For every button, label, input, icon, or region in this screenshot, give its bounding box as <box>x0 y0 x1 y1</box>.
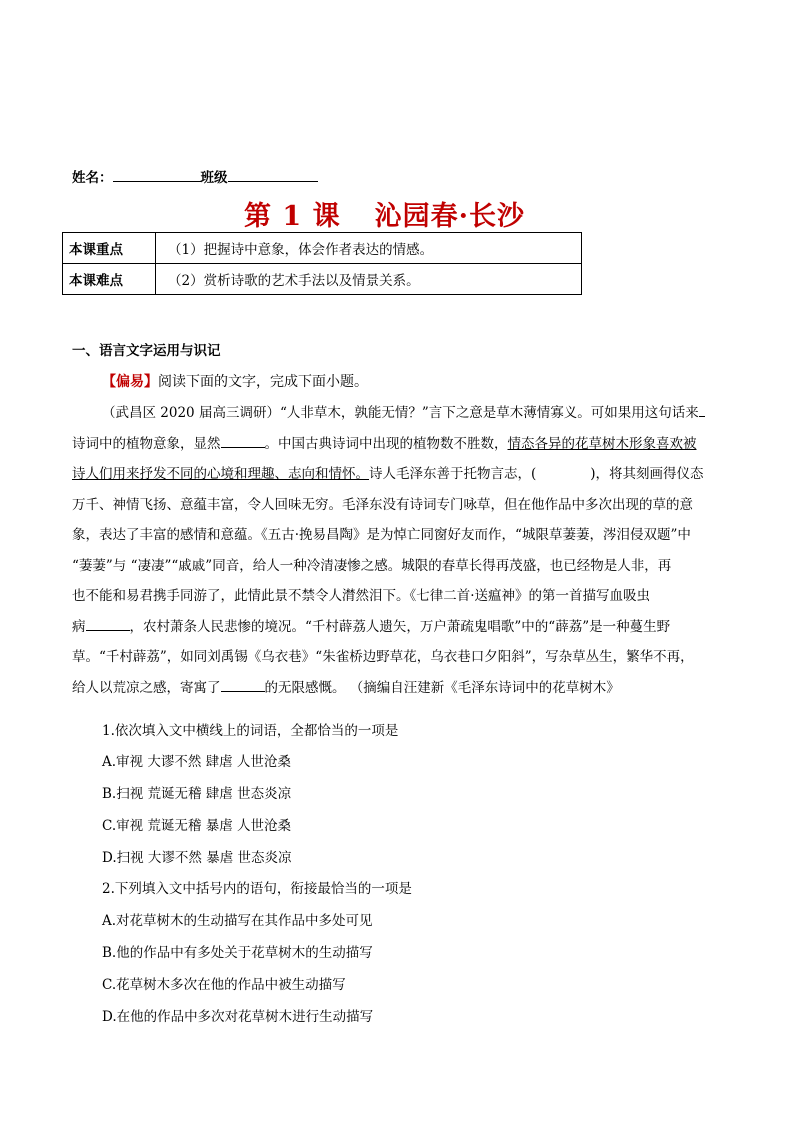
key-points-table <box>62 232 582 295</box>
difficulty-label: 本课难点 <box>63 264 156 295</box>
lesson-title <box>244 194 525 233</box>
passage-line: 也不能和易君携手同游了，此情此景不禁令人潸然泪下。《七律二首·送瘟神》的第一首描写血吸虫 <box>72 588 651 604</box>
question-1-option-c[interactable]: C.审视 荒诞无稽 暴虐 人世沧桑 <box>102 818 292 834</box>
passage-line: “萋萋”与 “凄凄”“戚戚”同音，给人一种冷清凄惨之感。城限的春草长得再茂盛，也已经物是人非，再 <box>72 557 672 574</box>
difficulty-row <box>63 264 582 295</box>
question-1-option-b[interactable]: B.扫视 荒诞无稽 肆虐 世态炎凉 <box>102 786 292 802</box>
key-point-text: （1）把握诗中意象，体会作者表达的情感。 <box>156 233 582 264</box>
question-2-option-a[interactable]: A.对花草树木的生动描写在其作品中多处可见 <box>102 913 373 929</box>
blank-3[interactable] <box>221 678 265 692</box>
question-2-option-d[interactable]: D.在他的作品中多次对花草树木进行生动描写 <box>102 1009 374 1025</box>
question-2-option-c[interactable]: C.花草树木多次在他的作品中被生动描写 <box>102 977 346 993</box>
difficulty-tag: 【偏易】 <box>102 374 158 390</box>
class-blank[interactable] <box>228 169 318 182</box>
blank-1[interactable] <box>221 434 265 448</box>
passage-line: 草。“千村薜荔”，如同刘禹锡《乌衣巷》“朱雀桥边野草花，乌衣巷口夕阳斜”，写杂草丛生，繁华不再， <box>72 649 694 665</box>
name-label: 姓名： <box>72 170 113 186</box>
passage-line: 万千、神情飞扬、意蕴丰富，令人回味无穷。毛泽东没有诗词专门咏草，但在他作品中多次出现的草的意 <box>72 496 693 513</box>
passage-line: （武昌区 2020 届高三调研）“人非草木，孰能无情？”言下之意是草木薄情寡义。可如果用这句话来 <box>72 398 722 429</box>
question-1-option-d[interactable]: D.扫视 大谬不然 暴虐 世态炎凉 <box>102 850 292 866</box>
instruction-line <box>102 371 368 391</box>
passage-line: 给人以荒凉之感，寄寓了 的无限感慨。 （摘编自汪建新《毛泽东诗词中的花草树木》 <box>72 679 620 696</box>
passage-line: 诗人们用来抒发不同的心境和理趣、志向和情怀。诗人毛泽东善于托物言志，( )，将其刻画得仪态 <box>72 466 704 482</box>
key-point-label: 本课重点 <box>63 233 156 264</box>
key-point-row <box>63 233 582 264</box>
passage-line: 诗词中的植物意象，显然 。中国古典诗词中出现的植物数不胜数，情态各异的花草树木形象喜欢被 <box>72 435 697 452</box>
poem-title: 沁园春·长沙 <box>374 201 525 232</box>
question-1-option-a[interactable]: A.审视 大谬不然 肆虐 人世沧桑 <box>102 754 291 770</box>
blank-2[interactable] <box>86 617 130 631</box>
lesson-number: 第 1 课 <box>244 201 341 232</box>
question-2-stem: 2.下列填入文中括号内的语句，衔接最恰当的一项是 <box>102 881 412 897</box>
question-1-stem: 1.依次填入文中横线上的词语，全都恰当的一项是 <box>102 723 399 739</box>
underlined-sentence: 诗人们用来抒发不同的心境和理趣、志向和情怀。 <box>72 466 369 482</box>
question-2-option-b[interactable]: B.他的作品中有多处关于花草树木的生动描写 <box>102 945 373 961</box>
passage-line: 病 ，农村萧条人民悲惨的境况。“千村薜荔人遗矢，万户萧疏鬼唱歌”中的“薜荔”是一种蔓生野 <box>72 618 671 635</box>
name-blank[interactable] <box>113 169 201 182</box>
instruction-text: 阅读下面的文字，完成下面小题。 <box>158 374 368 390</box>
passage-line: 象，表达了丰富的感情和意蕴。《五古·挽易昌陶》是为悼亡同窗好友而作，“城限草萋萋，涔泪侵双题”中 <box>72 527 691 543</box>
difficulty-text: （2）赏析诗歌的艺术手法以及情景关系。 <box>156 264 582 295</box>
section-heading: 一、语言文字运用与识记 <box>72 343 221 359</box>
underlined-sentence: 情态各异的花草树木形象喜欢被 <box>507 435 697 452</box>
class-label: 班级 <box>200 170 228 186</box>
name-class-line <box>72 166 318 186</box>
reading-passage <box>72 398 722 703</box>
